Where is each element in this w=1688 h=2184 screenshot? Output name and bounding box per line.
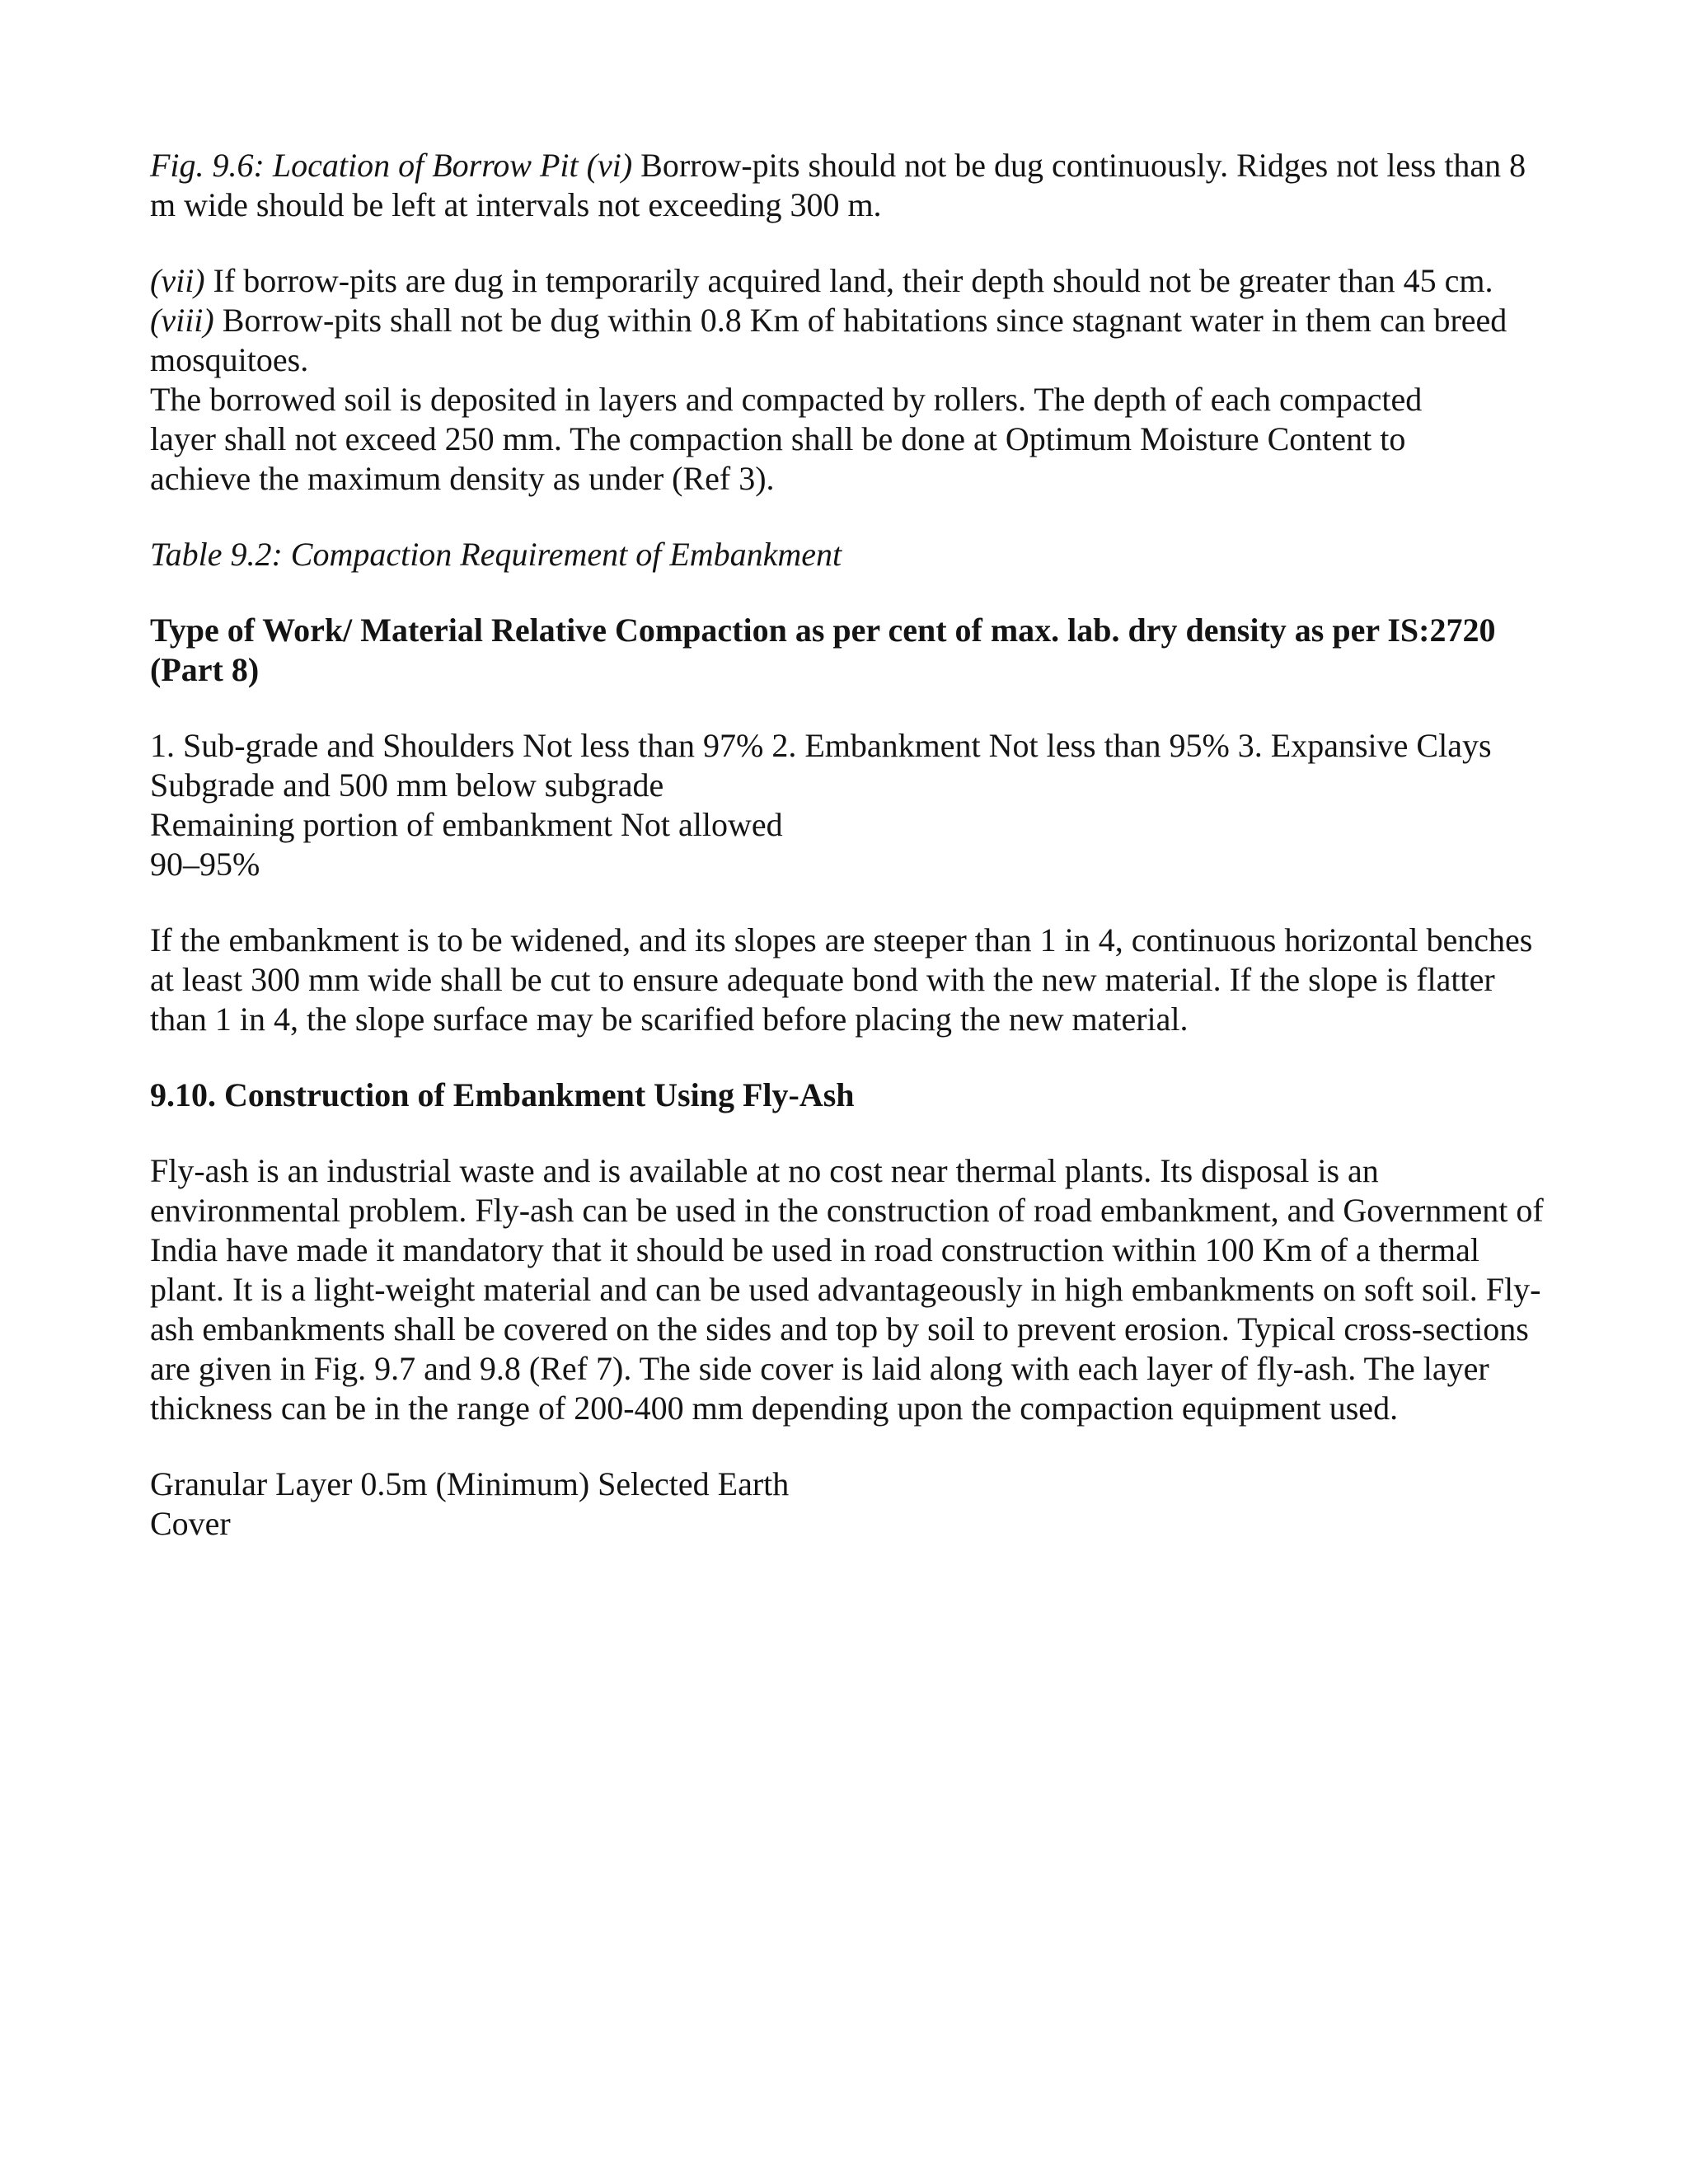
figure-caption: Fig. 9.6: Location of Borrow Pit bbox=[150, 147, 579, 184]
table-row-line-2: Remaining portion of embankment Not allowed bbox=[150, 806, 783, 843]
item-viii-marker: (viii) bbox=[150, 302, 214, 339]
soil-line-3: achieve the maximum density as under (Ref 3). bbox=[150, 460, 775, 497]
figure-label-line-1: Granular Layer 0.5m (Minimum) Selected Earth bbox=[150, 1465, 790, 1502]
soil-line-1: The borrowed soil is deposited in layers and compacted by rollers. The depth of each compacted bbox=[150, 381, 1423, 418]
item-viii bbox=[150, 301, 1551, 380]
item-vii-marker: (vii) bbox=[150, 262, 205, 299]
table-rows bbox=[150, 726, 1551, 884]
table-row-line-1: 1. Sub-grade and Shoulders Not less than 97% 2. Embankment Not less than 95% 3. Expansive Clays Subgrade and 500 mm below subgrade bbox=[150, 727, 1492, 804]
item-vii bbox=[150, 261, 1551, 301]
flyash-paragraph: Fly-ash is an industrial waste and is available at no cost near thermal plants. Its disposal is an environmental problem. Fly-ash can be used in the construction of road embankment, and Government of India have made it mandatory that it should be used in road construction within 100 Km of a thermal plant. It is a light-weight material and can be used advantageously in high embankments on soft soil. Fly-ash embankments shall be covered on the sides and top by soil to prevent erosion. Typical cross-sections are given in Fig. 9.7 and 9.8 (Ref 7). The side cover is laid along with each layer of fly-ash. The layer thickness can be in the range of 200-400 mm depending upon the compaction equipment used. bbox=[150, 1152, 1544, 1427]
table-row-line-3: 90–95% bbox=[150, 846, 260, 883]
soil-line-2: layer shall not exceed 250 mm. The compaction shall be done at Optimum Moisture Content to bbox=[150, 420, 1406, 457]
borrow-pit-paragraph bbox=[150, 146, 1551, 225]
item-vi-marker: (vi) bbox=[586, 147, 633, 184]
table-caption: Table 9.2: Compaction Requirement of Embankment bbox=[150, 536, 842, 573]
item-vii-text: If borrow-pits are dug in temporarily acquired land, their depth should not be greater than 45 cm. bbox=[204, 262, 1493, 299]
borrow-pit-rules-paragraph bbox=[150, 261, 1551, 499]
item-viii-text: Borrow-pits shall not be dug within 0.8 Km of habitations since stagnant water in them can breed mosquitoes. bbox=[150, 302, 1507, 378]
figure-label-line-2: Cover bbox=[150, 1505, 231, 1542]
item-vi-text: Borrow-pits should not be dug continuously. Ridges not less than 8 m wide should be left at intervals not exceeding 300 m. bbox=[150, 147, 1526, 223]
section-heading: 9.10. Construction of Embankment Using Fly-Ash bbox=[150, 1076, 855, 1113]
figure-label bbox=[150, 1465, 1551, 1544]
widening-paragraph: If the embankment is to be widened, and its slopes are steeper than 1 in 4, continuous horizontal benches at least 300 mm wide shall be cut to ensure adequate bond with the new material. If the slope is flatter than 1 in 4, the slope surface may be scarified before placing the new material. bbox=[150, 921, 1533, 1038]
table-header: Type of Work/ Material Relative Compaction as per cent of max. lab. dry density as per IS:2720 (Part 8) bbox=[150, 612, 1496, 688]
document-body bbox=[150, 146, 1551, 1544]
